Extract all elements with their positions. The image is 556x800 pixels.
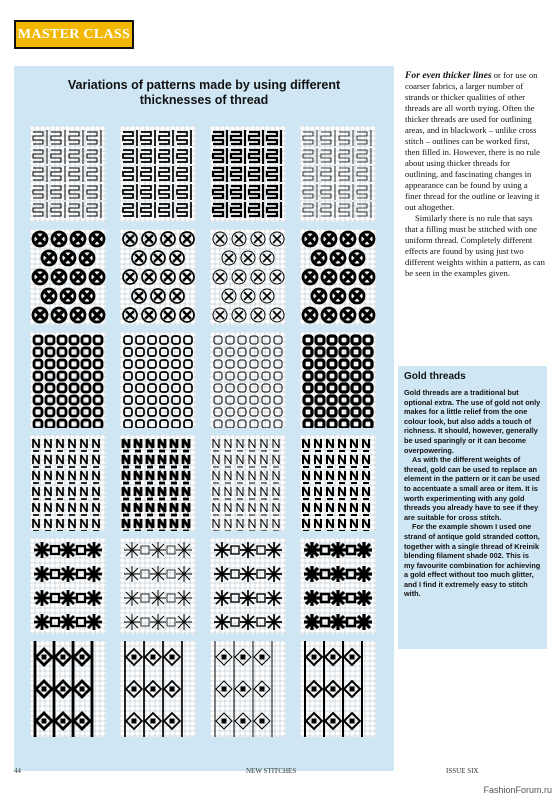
pattern-dash-letters — [210, 435, 286, 531]
pattern-stars-and-boxes — [300, 538, 376, 634]
pattern-stars-and-boxes — [210, 538, 286, 634]
article-paragraph-1 — [405, 70, 545, 213]
pattern-octagon-grid — [120, 332, 196, 428]
panel-title-line-1: Variations of patterns made by using different — [67, 78, 341, 92]
pattern-swatch — [300, 538, 376, 634]
pattern-stitches — [213, 232, 284, 322]
article-column — [405, 70, 545, 279]
pattern-stitches — [33, 232, 104, 322]
pattern-dash-letters — [120, 435, 196, 531]
pattern-stitches — [33, 130, 101, 218]
pattern-swatch — [30, 332, 106, 428]
pattern-crosses-in-rings — [210, 229, 286, 325]
pattern-meander — [210, 126, 286, 222]
pattern-octagon-grid — [30, 332, 106, 428]
pattern-swatch — [120, 126, 196, 222]
pattern-dash-letters — [30, 435, 106, 531]
panel-title-line-2: thicknesses of thread — [139, 93, 269, 107]
pattern-swatch — [300, 435, 376, 531]
pattern-swatch — [300, 332, 376, 428]
pattern-swatch — [210, 126, 286, 222]
pattern-octagon-grid — [210, 332, 286, 428]
article-paragraph-2: Similarly there is no rule that says that a filling must be stitched with one uniform thread. Completely different effects are found by using just two different weights within a pattern, as can be seen in the examples given. — [405, 213, 545, 278]
pattern-meander — [120, 126, 196, 222]
pattern-swatch — [30, 126, 106, 222]
pattern-crosses-in-rings — [120, 229, 196, 325]
magazine-name: NEW STITCHES — [246, 767, 297, 775]
pattern-stitches — [215, 641, 272, 737]
pattern-diamond-bands — [30, 641, 106, 737]
pattern-diamond-bands — [210, 641, 286, 737]
pattern-stitches — [123, 130, 191, 218]
article-lead: For even thicker lines — [405, 70, 492, 81]
pattern-crosses-in-rings — [30, 229, 106, 325]
pattern-swatch — [300, 229, 376, 325]
pattern-stitches — [123, 232, 194, 322]
article-paragraph-1-text: or for use on coarser fabrics, a larger number of strands or thicker qualities of other threads are all worth trying. Often the thicker threads are used for outlining areas, and in blackwork – unlike cross stitch – outlines can be worked first, then filled in. However, there is no rule about using thicker threads for outlining, and fascinating changes in appearance can be found by using a finer thread for the outline or leaving it out altogether. — [405, 70, 540, 212]
pattern-swatch — [300, 126, 376, 222]
gold-threads-box — [398, 366, 547, 649]
pattern-swatch — [300, 641, 376, 737]
pattern-octagon-grid — [300, 332, 376, 428]
pattern-swatch — [30, 435, 106, 531]
pattern-crosses-in-rings — [300, 229, 376, 325]
gold-threads-paragraph-1: Gold threads are a traditional but optional extra. The use of gold not only makes for a little relief from the one colour look, but also adds a touch of richness. It should, however, generally be used sparingly or it can become overpowering. — [404, 388, 541, 455]
pattern-stitches — [303, 130, 371, 218]
pattern-stitches — [125, 641, 182, 737]
pattern-meander — [30, 126, 106, 222]
pattern-stitches — [34, 542, 102, 630]
gold-threads-paragraph-3: For the example shown I used one strand of antique gold stranded cotton, together with a single thread of Kreinik blending filament shade 002. This is my favourite combination for achieving a gold effect without too much glitter, and I find it extremely easy to stitch with. — [404, 522, 541, 599]
pattern-panel — [14, 66, 394, 771]
pattern-stars-and-boxes — [30, 538, 106, 634]
section-badge-label: MASTER CLASS — [17, 26, 131, 42]
pattern-swatch — [210, 641, 286, 737]
page-footer — [14, 767, 494, 779]
pattern-swatch — [120, 641, 196, 737]
section-badge — [14, 20, 134, 49]
pattern-diamond-bands — [120, 641, 196, 737]
pattern-stitches — [124, 542, 192, 630]
pattern-swatch — [210, 332, 286, 428]
pattern-swatch — [210, 538, 286, 634]
pattern-meander — [300, 126, 376, 222]
gold-threads-paragraph-2: As with the different weights of thread, gold can be used to replace an element in the pattern or it can be used to accentuate a small area or item. It is worth experimenting with any gold threads you already have to see if they are suitable for cross stitch. — [404, 455, 540, 522]
pattern-diamond-bands — [300, 641, 376, 737]
pattern-stitches — [214, 542, 282, 630]
pattern-swatch — [120, 332, 196, 428]
panel-title — [14, 78, 394, 108]
pattern-stitches — [35, 641, 92, 737]
pattern-swatch — [30, 641, 106, 737]
pattern-dash-letters — [300, 435, 376, 531]
page-number: 44 — [14, 767, 21, 775]
issue-label: ISSUE SIX — [446, 767, 479, 775]
watermark: FashionForum.ru — [483, 785, 552, 795]
pattern-swatch — [210, 229, 286, 325]
pattern-swatch — [30, 538, 106, 634]
pattern-swatch — [120, 229, 196, 325]
pattern-swatch — [120, 435, 196, 531]
pattern-stars-and-boxes — [120, 538, 196, 634]
pattern-swatch — [210, 435, 286, 531]
gold-threads-title: Gold threads — [404, 371, 466, 382]
pattern-stitches — [303, 232, 374, 322]
pattern-stitches — [213, 130, 281, 218]
pattern-swatch — [120, 538, 196, 634]
pattern-stitches — [305, 641, 362, 737]
pattern-swatch — [30, 229, 106, 325]
pattern-stitches — [304, 542, 372, 630]
